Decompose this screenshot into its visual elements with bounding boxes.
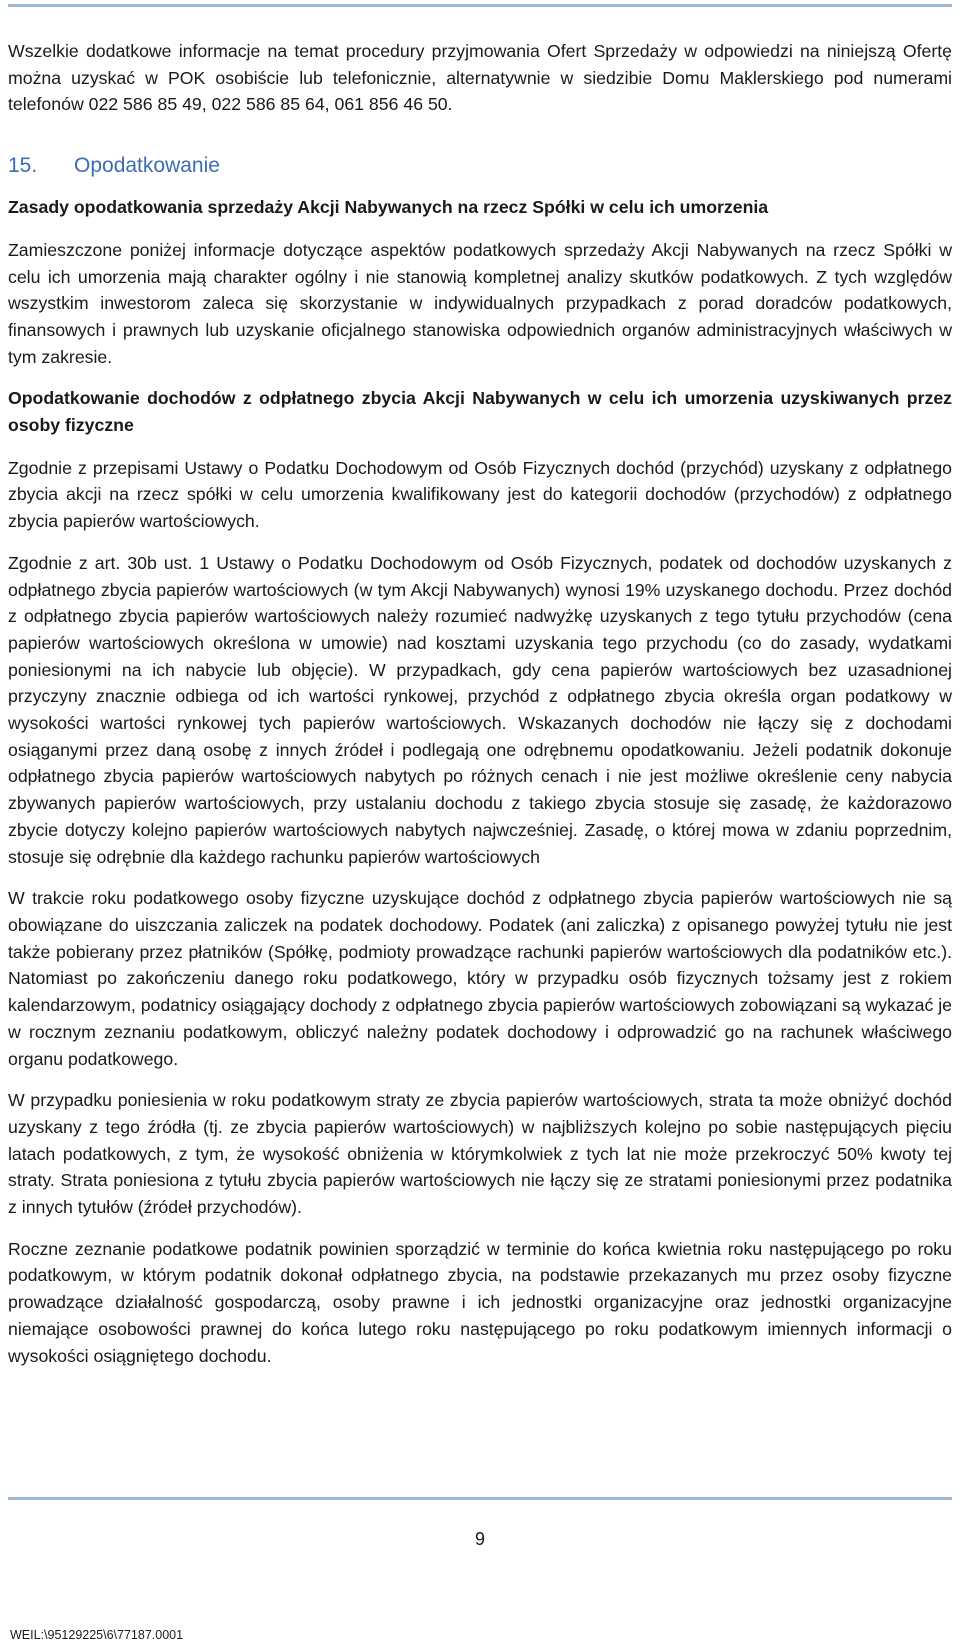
subheading-individuals: Opodatkowanie dochodów z odpłatnego zbycia Akcji Nabywanych w celu ich umorzenia uzyskiwanych przez osoby fizyczne — [8, 388, 952, 436]
paragraph-losses: W przypadku poniesienia w roku podatkowym straty ze zbycia papierów wartościowych, strata ta może obniżyć dochód uzyskany z tego źródła (tj. ze zbycia papierów wartościowych) w najbliższych kolejno po sobie następujących pięciu latach podatkowych, z tym, że wysokość obniżenia w którymkolwiek z tych lat nie może przekroczyć 50% kwoty tej straty. Strata poniesiona z tytułu zbycia papierów wartościowych nie łączy się ze stratami poniesionymi przez podatnika z innych tytułów (źródeł przychodów). — [8, 1090, 952, 1218]
paragraph-annual-settlement: W trakcie roku podatkowego osoby fizyczne uzyskujące dochód z odpłatnego zbycia papierów wartościowych nie są obowiązane do uiszczania zaliczek na podatek dochodowy. Podatek (ani zaliczka) z opisanego powyżej tytułu nie jest także pobierany przez płatników (Spółkę, podmioty prowadzące rachunki papierów wartościowych dla podatników etc.). Natomiast po zakończeniu danego roku podatkowego, który w przypadku osób fizycznych tożsamy jest z rokiem kalendarzowym, podatnicy osiągający dochody z odpłatnego zbycia papierów wartościowych zobowiązani są wykazać je w rocznym zeznaniu podatkowym, obliczyć należny podatek dochodowy i odprowadzić go na rachunek właściwego organu podatkowego. — [8, 888, 952, 1069]
bottom-divider — [8, 1497, 952, 1500]
section-heading — [8, 152, 952, 180]
paragraph-general-info: Zamieszczone poniżej informacje dotyczące aspektów podatkowych sprzedaży Akcji Nabywanych na rzecz Spółki w celu ich umorzenia mają charakter ogólny i nie stanowią kompletnej analizy skutków podatkowych. Z tych względów wszystkim inwestorom zaleca się skorzystanie w indywidualnych przypadkach z porad doradców podatkowych, finansowych i prawnych lub uzyskanie oficjalnego stanowiska odpowiednich organów administracyjnych właściwych w tym zakresie. — [8, 239, 952, 367]
page-number: 9 — [474, 1529, 485, 1549]
intro-paragraph: Wszelkie dodatkowe informacje na temat procedury przyjmowania Ofert Sprzedaży w odpowiedzi na niniejszą Ofertę można uzyskać w POK osobiście lub telefonicznie, alternatywnie w siedzibie Domu Maklerskiego pod numerami telefonów 022 586 85 49, 022 586 85 64, 061 856 46 50. — [8, 41, 952, 115]
paragraph-income-category: Zgodnie z przepisami Ustawy o Podatku Dochodowym od Osób Fizycznych dochód (przychód) uzyskany z odpłatnego zbycia akcji na rzecz spółki w celu umorzenia kwalifikowany jest do kategorii dochodów (przychodów) z odpłatnego zbycia papierów wartościowych. — [8, 457, 952, 532]
section-title: Opodatkowanie — [74, 154, 220, 178]
paragraph-tax-rate: Zgodnie z art. 30b ust. 1 Ustawy o Podatku Dochodowym od Osób Fizycznych, podatek od dochodów uzyskanych z odpłatnego zbycia papierów wartościowych (w tym Akcji Nabywanych) wynosi 19% uzyskanego dochodu. Przez dochód z odpłatnego zbycia papierów wartościowych należy rozumieć nadwyżkę uzyskanych z tego tytułu przychodów (cena papierów wartościowych określona w umowie) nad kosztami uzyskania tego przychodu (co do zasady, wydatkami poniesionymi na ich nabycie lub objęcie). W przypadkach, gdy cena papierów wartościowych bez uzasadnionej przyczyny znacznie odbiega od ich wartości rynkowej, przychód z odpłatnego zbycia określa organ podatkowy w wysokości wartości rynkowej tych papierów wartościowych. Wskazanych dochodów nie łączy się z dochodami osiąganymi przez daną osobę z innych źródeł i podlegają one odrębnemu opodatkowaniu. Jeżeli podatnik dokonuje odpłatnego zbycia papierów wartościowych nabytych po różnych cenach i nie jest możliwe określenie ceny nabycia zbywanych papierów wartościowych, przy ustalaniu dochodu z takiego zbycia stosuje się zasadę, że każdorazowo zbycie dotyczy kolejno papierów wartościowych nabytych najwcześniej. Zasadę, o której mowa w zdaniu poprzednim, stosuje się odrębnie dla każdego rachunku papierów wartościowych — [8, 552, 952, 867]
top-divider — [8, 4, 952, 7]
section-number: 15. — [8, 154, 38, 178]
document-reference: WEIL:\95129225\6\77187.0001 — [10, 1628, 184, 1642]
subheading-tax-rules: Zasady opodatkowania sprzedaży Akcji Nabywanych na rzecz Spółki w celu ich umorzenia — [8, 197, 769, 218]
document-body — [8, 38, 952, 1369]
paragraph-annual-return: Roczne zeznanie podatkowe podatnik powinien sporządzić w terminie do końca kwietnia roku następującego po roku podatkowym, w którym podatnik dokonał odpłatnego zbycia, na podstawie przekazanych mu przez osoby fizyczne prowadzące działalność gospodarczą, osoby prawne i ich jednostki organizacyjne oraz jednostki organizacyjne niemające osobowości prawnej do końca lutego roku następującego po roku podatkowym imiennych informacji o wysokości osiągniętego dochodu. — [8, 1238, 952, 1366]
